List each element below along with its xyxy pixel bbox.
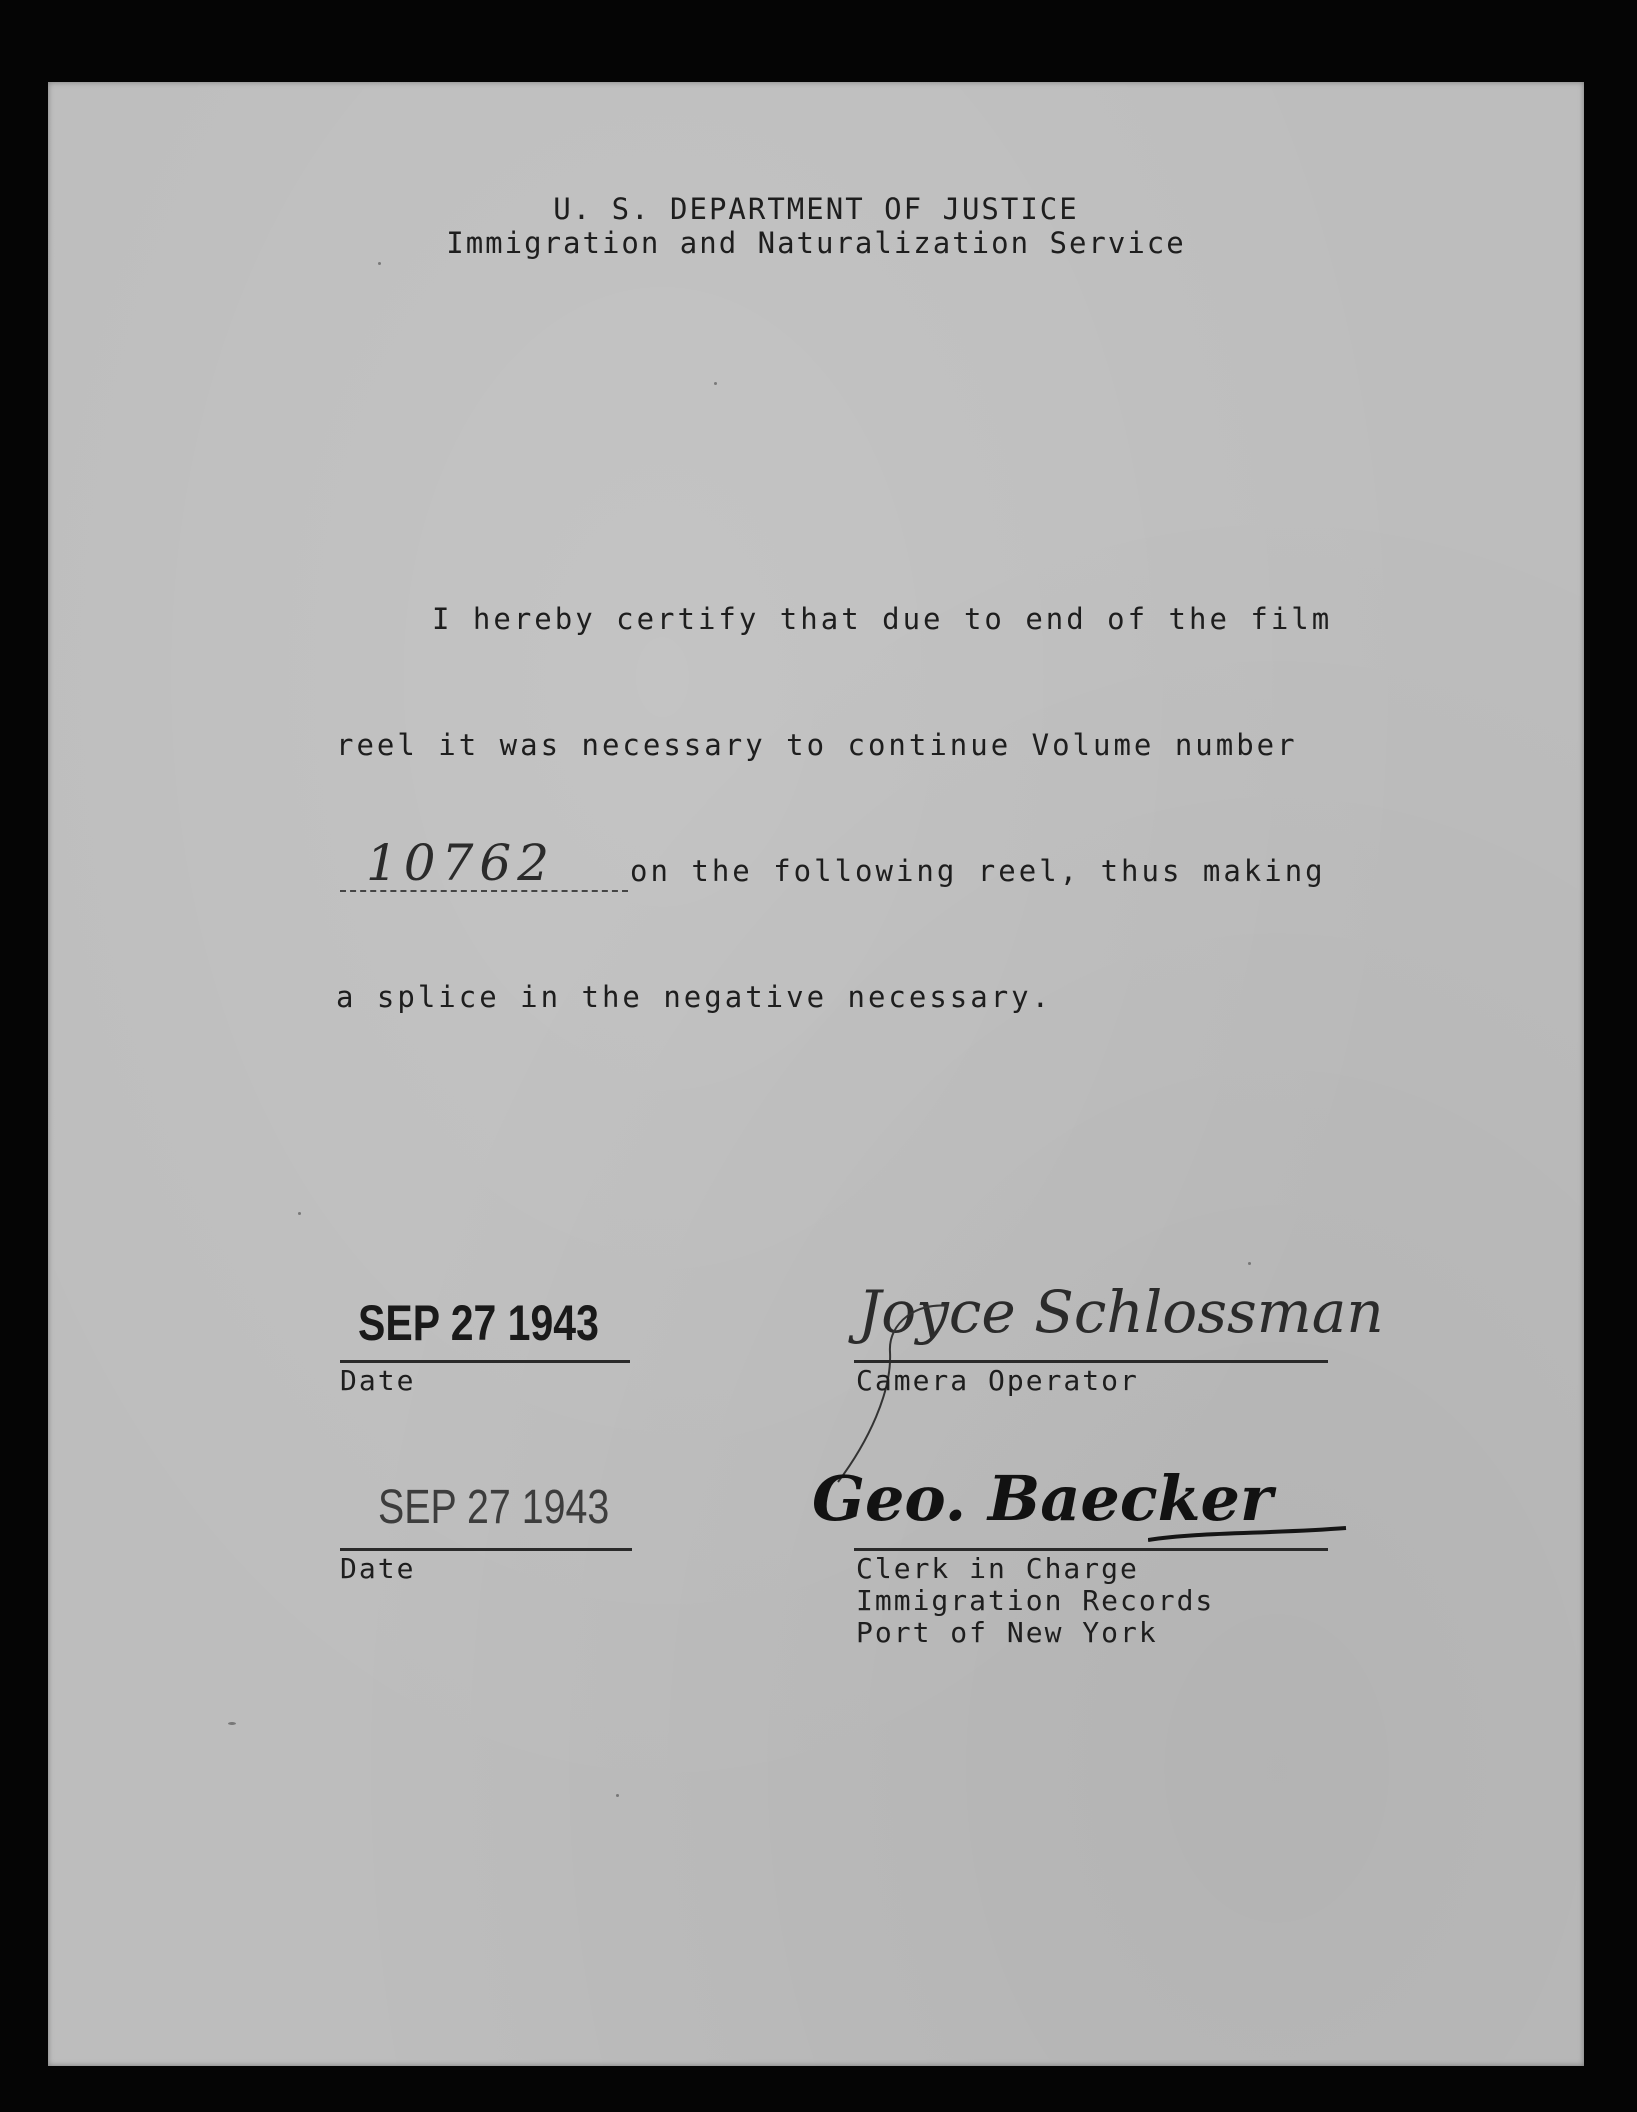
clerk-label-2: Immigration Records — [856, 1584, 1215, 1617]
agency-subtitle: Immigration and Naturalization Service — [446, 226, 1186, 260]
camera-operator-label: Camera Operator — [856, 1364, 1139, 1397]
camera-operator-line — [854, 1360, 1328, 1363]
film-speck — [298, 1212, 301, 1215]
date-line-2 — [340, 1548, 632, 1551]
clerk-label-3: Port of New York — [856, 1616, 1158, 1649]
volume-number-line — [340, 890, 628, 894]
document-page — [48, 82, 1584, 2066]
film-speck — [714, 382, 717, 385]
certification-line-4: a splice in the negative necessary. — [336, 980, 1053, 1014]
date-line-1 — [340, 1360, 630, 1363]
clerk-signature: Geo. Baecker — [812, 1462, 1273, 1535]
certification-line-1: I hereby certify that due to end of the film — [432, 602, 1333, 636]
date-label-2: Date — [340, 1552, 416, 1585]
clerk-line — [854, 1548, 1328, 1551]
date-stamp-1: SEP 27 1943 — [358, 1295, 599, 1351]
certification-line-2: reel it was necessary to continue Volume number — [336, 728, 1298, 762]
film-speck — [616, 1794, 619, 1797]
clerk-label-1: Clerk in Charge — [856, 1552, 1139, 1585]
volume-number: 10762 — [366, 834, 556, 892]
film-speck — [1248, 1262, 1251, 1265]
agency-title: U. S. DEPARTMENT OF JUSTICE — [553, 192, 1079, 226]
certification-line-3: on the following reel, thus making — [630, 854, 1326, 888]
date-stamp-2: SEP 27 1943 — [378, 1481, 610, 1534]
film-speck — [228, 1722, 236, 1725]
camera-operator-signature: Joyce Schlossman — [858, 1278, 1384, 1346]
film-speck — [378, 262, 381, 265]
date-label-1: Date — [340, 1364, 416, 1397]
